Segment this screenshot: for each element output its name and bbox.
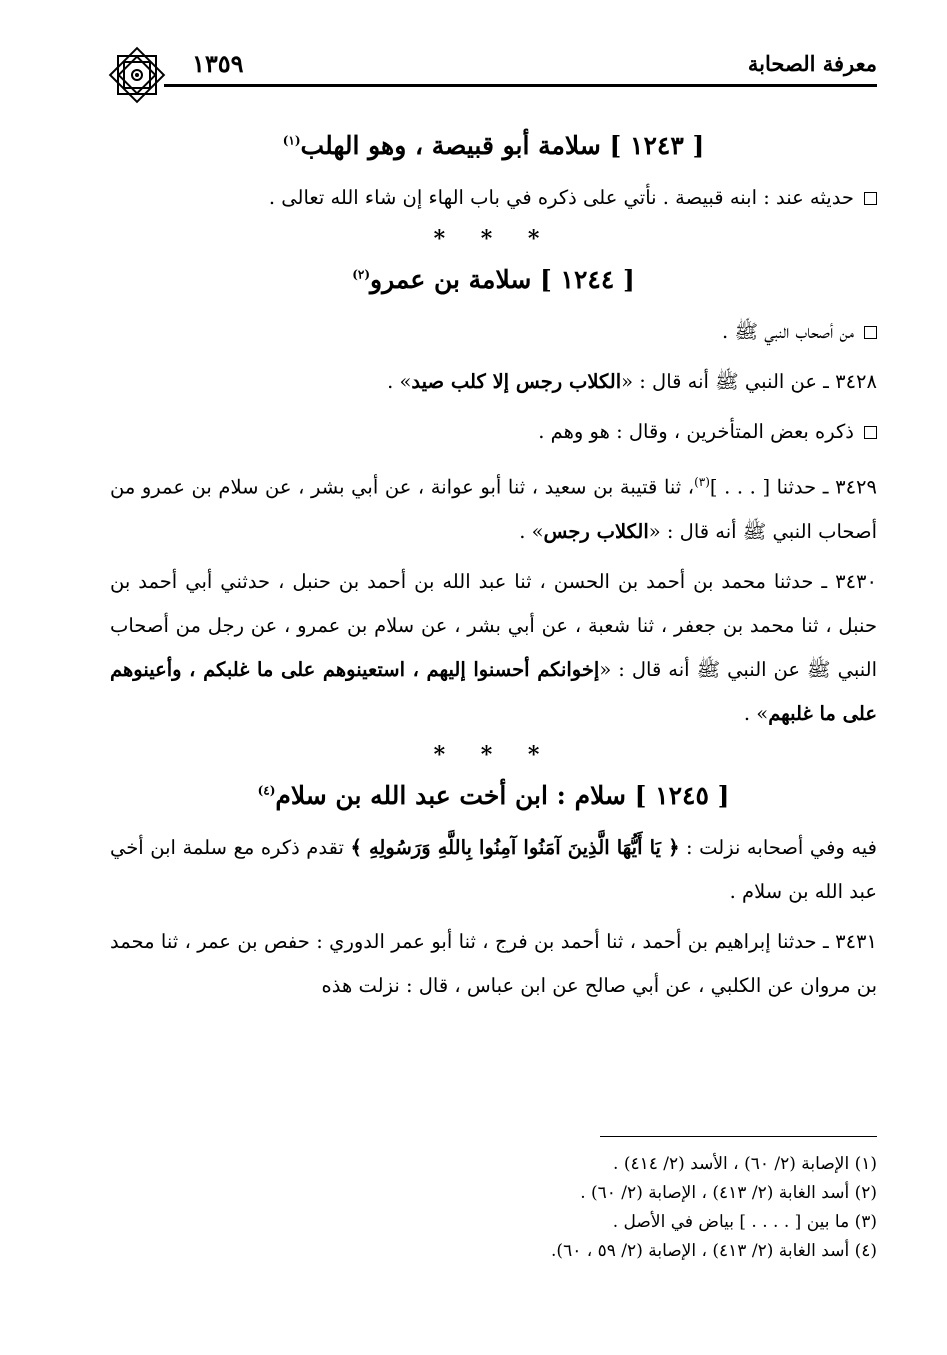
footnote-rule [600, 1136, 877, 1137]
entry-paragraph [110, 176, 877, 220]
paragraph-text: حديثه عند : ابنه قبيصة . نأتي على ذكره في باب الهاء إن شاء الله تعالى . [268, 186, 854, 209]
footnote-ref: (١) [282, 133, 301, 148]
entry-heading-1243 [110, 126, 877, 166]
hadith-quote: إخوانكم أحسنوا إليهم ، استعينوهم على ما غلبكم ، وأعينوهم على ما غلبهم [110, 657, 877, 725]
hadith-3430 [110, 560, 877, 736]
entry-paragraph [110, 826, 877, 914]
entry-heading-1244 [110, 260, 877, 300]
entry-heading-text: [ ١٢٤٣ ] سلامة أبو قبيصة ، وهو الهلب [300, 131, 705, 160]
hadith-3428 [110, 360, 877, 404]
section-separator: * * * [433, 226, 554, 252]
footnote-ref: (٢) [352, 267, 371, 282]
hadith-quote: الكلاب رجس إلا كلب صيد [411, 370, 622, 393]
hadith-3429 [110, 460, 877, 554]
entry-paragraph [110, 310, 877, 354]
header-rule [164, 84, 877, 87]
footnote-ref: (٤) [257, 783, 276, 798]
hadith-text: ٣٤٣٠ ـ حدثنا محمد بن أحمد بن الحسن ، ثنا عبد الله بن أحمد بن حنبل ، حدثني أبي أحمد بن حنبل ، ثنا محمد بن جعفر ، ثنا شعبة ، عن أبي بشر ، عن سلام بن عمرو ، عن رجل من أصحاب النبي ﷺ عن النبي ﷺ أنه قال : « [110, 569, 877, 681]
footnote-ref: (٣) [694, 475, 710, 489]
hadith-quote: الكلاب رجس [543, 519, 649, 543]
hadith-text: ٣٤٢٩ ـ حدثنا [ . . . ] [709, 475, 877, 499]
section-separator: * * * [433, 741, 554, 768]
footnote: (٤) أسد الغابة (٢/ ٤١٣) ، الإصابة (٢/ ٥٩ ، ٦٠). [551, 1241, 877, 1261]
footnotes [110, 1150, 877, 1266]
footnote: (٣) ما بين [ . . . . ] بياض في الأصل . [612, 1212, 877, 1232]
quran-verse: ﴿ يَا أَيُّهَا الَّذِينَ آمَنُوا آمِنُوا بِاللَّهِ وَرَسُولِهِ ﴾ [350, 835, 680, 859]
square-bullet-icon [864, 426, 877, 439]
entry-heading-text: [ ١٢٤٤ ] سلامة بن عمرو [370, 265, 635, 294]
page-header [104, 45, 877, 87]
hadith-text: » . [519, 519, 544, 543]
hadith-text: » . [387, 370, 412, 393]
hadith-3431 [110, 920, 877, 1008]
footnote: (١) الإصابة (٢/ ٦٠) ، الأسد (٢/ ٤١٤) . [613, 1154, 877, 1174]
entry-paragraph [110, 410, 877, 454]
ornament-icon [104, 42, 170, 108]
paragraph-text: ذكره بعض المتأخرين ، وقال : هو وهم . [538, 420, 854, 443]
entry-heading-1245 [110, 776, 877, 816]
book-title: معرفة الصحابة [747, 51, 877, 76]
main-content [110, 120, 877, 1014]
page-number: ١٣٥٩ [192, 49, 244, 78]
hadith-text: ، ثنا قتيبة بن سعيد ، ثنا أبو عوانة ، عن أبي بشر ، عن سلام بن عمرو من أصحاب النبي ﷺ أنه قال : « [110, 475, 877, 543]
paragraph-text: من أصحاب النبي ﷺ . [722, 320, 854, 343]
hadith-text: » . [743, 701, 769, 725]
hadith-text: ٣٤٢٨ ـ عن النبي ﷺ أنه قال : « [621, 370, 877, 393]
square-bullet-icon [864, 326, 877, 339]
paragraph-text: فيه وفي أصحابه نزلت : [686, 835, 878, 859]
paragraph-text: تقدم ذكره مع سلمة ابن أخي عبد الله بن سلام . [110, 835, 877, 903]
square-bullet-icon [864, 192, 877, 205]
entry-heading-text: [ ١٢٤٥ ] سلام : ابن أخت عبد الله بن سلام [275, 780, 730, 810]
footnote: (٢) أسد الغابة (٢/ ٤١٣) ، الإصابة (٢/ ٦٠) . [580, 1183, 877, 1203]
hadith-text: ٣٤٣١ ـ حدثنا إبراهيم بن أحمد ، ثنا أحمد بن فرج ، ثنا أبو عمر الدوري : حفص بن عمر ، ثنا محمد بن مروان عن الكلبي ، عن أبي صالح عن ابن عباس ، قال : نزلت هذه [110, 929, 877, 997]
